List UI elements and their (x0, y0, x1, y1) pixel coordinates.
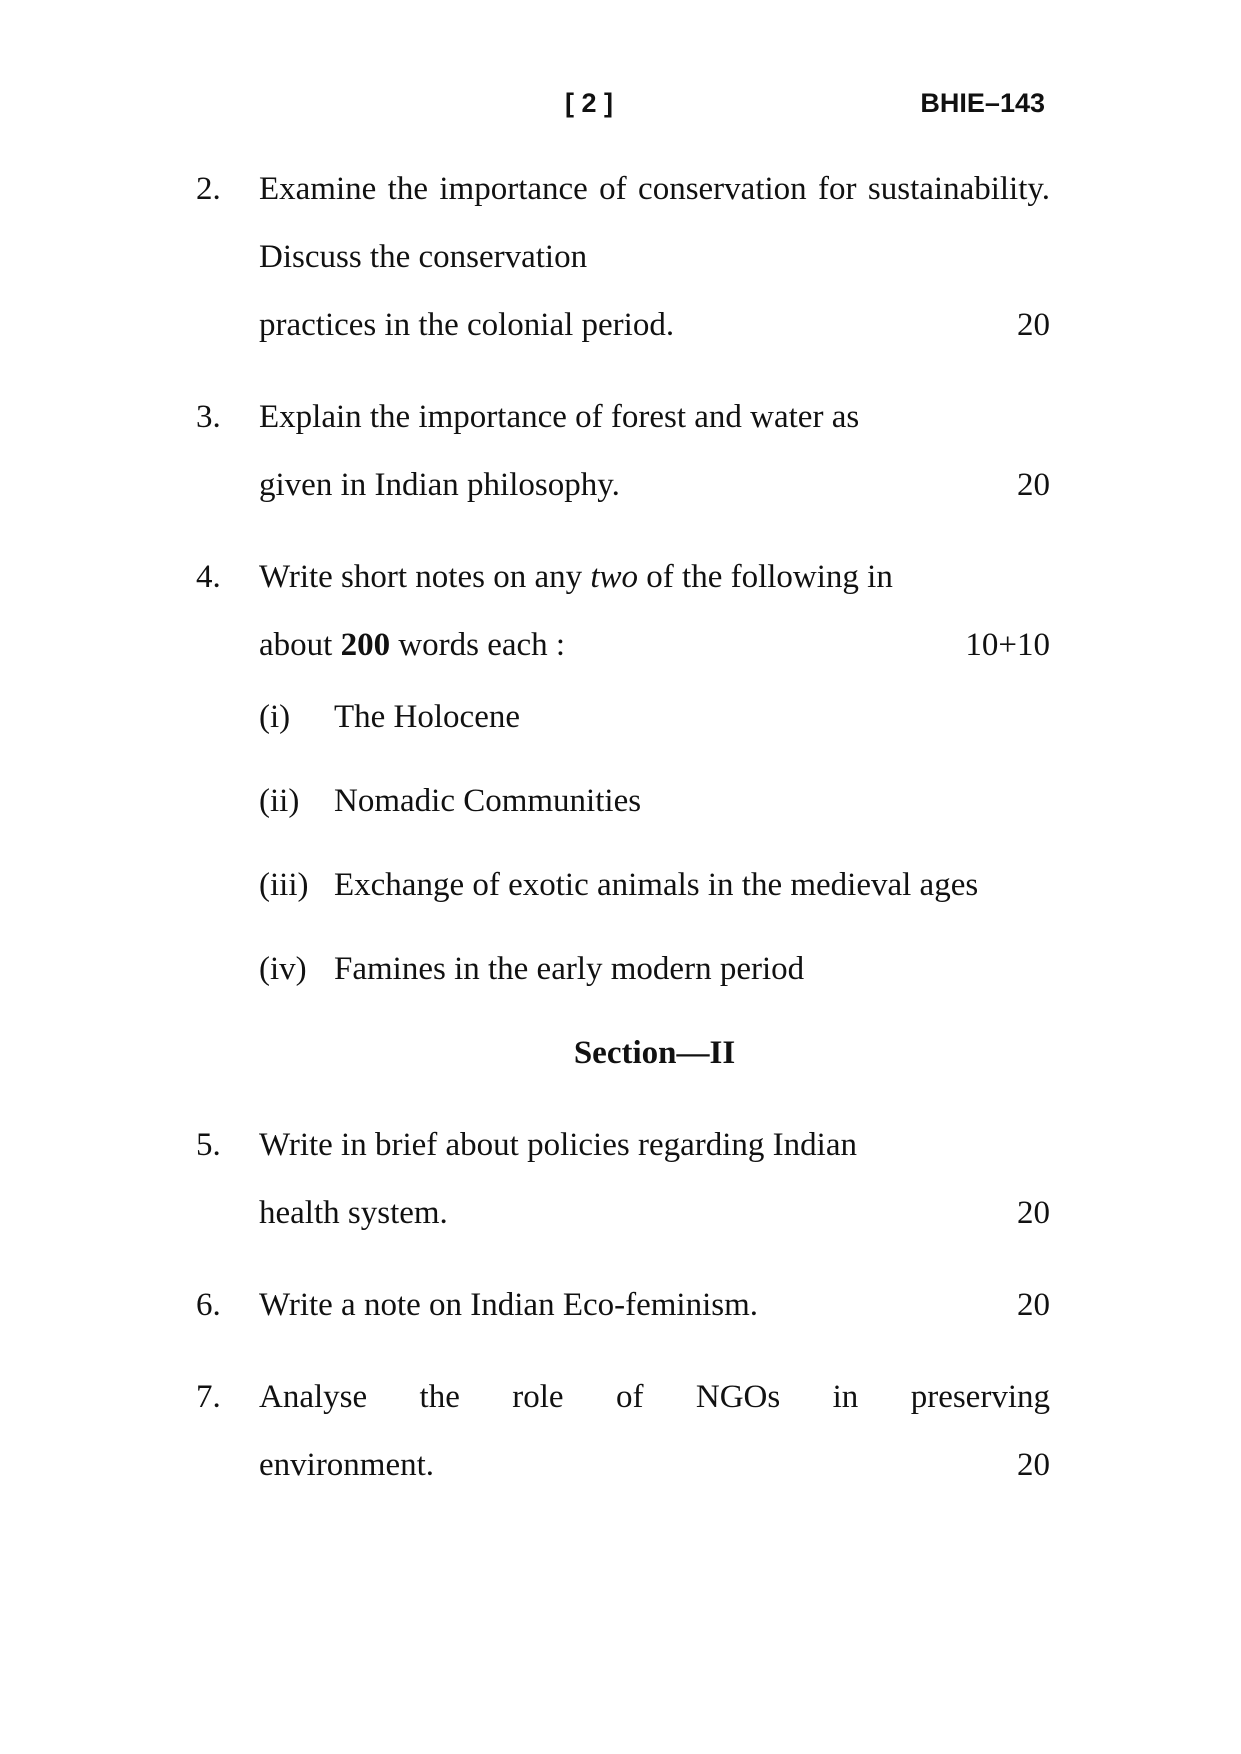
subpart-text: Famines in the early modern period (334, 951, 805, 987)
question-marks: 20 (1017, 467, 1050, 503)
question-last-text: environment. (259, 1447, 435, 1483)
question-text-part: words each : (390, 627, 566, 663)
subpart-text: The Holocene (334, 699, 520, 735)
subpart-text: Exchange of exotic animals in the medieval ages (334, 867, 979, 903)
question-6 (196, 1271, 1050, 1339)
question-marks: 20 (1017, 307, 1050, 343)
section-title: Section—II (573, 1035, 736, 1071)
question-number: 5. (196, 1127, 221, 1163)
question-first-line (259, 543, 1050, 611)
question-3 (196, 383, 1050, 519)
subpart-item (259, 935, 1050, 1003)
question-5 (196, 1111, 1050, 1247)
page-header (0, 88, 1241, 128)
question-marks: 20 (1017, 1447, 1050, 1483)
question-last-line (259, 1271, 1050, 1339)
question-text (259, 1111, 1050, 1247)
question-last-line (259, 1431, 1050, 1499)
question-last-text: Write a note on Indian Eco-feminism. (259, 1287, 759, 1323)
subpart-item (259, 767, 1050, 835)
question-marks: 10+10 (965, 627, 1050, 663)
question-last-line (259, 291, 1050, 359)
question-last-line (259, 451, 1050, 519)
question-bold-word: 200 (340, 627, 391, 663)
question-2 (196, 155, 1050, 359)
question-number: 4. (196, 559, 221, 595)
question-text-part: about (259, 627, 341, 663)
question-text (259, 383, 1050, 519)
subpart-label: (iii) (259, 867, 309, 903)
question-text (259, 155, 1050, 359)
question-4 (196, 543, 1050, 679)
question-italic-word: two (590, 559, 639, 595)
question-marks: 20 (1017, 1195, 1050, 1231)
question-text-part: Write short notes on any (259, 559, 591, 595)
question-paper-body (196, 155, 1050, 1499)
question-last-line (259, 611, 1050, 679)
subpart-item (259, 851, 1050, 919)
question-number: 6. (196, 1287, 221, 1323)
question-number: 2. (196, 171, 221, 207)
question-number: 3. (196, 399, 221, 435)
question-body: Analyse the role of NGOs in preserving (259, 1379, 1050, 1415)
subpart-label: (ii) (259, 783, 300, 819)
subpart-label: (iv) (259, 951, 307, 987)
question-body: Examine the importance of conservation for sustainability. Discuss the conservation (259, 171, 1050, 275)
question-last-text (259, 611, 565, 679)
question-text (259, 543, 1050, 679)
question-last-text: given in Indian philosophy. (259, 467, 620, 503)
question-body: Explain the importance of forest and water as (259, 399, 860, 435)
question-last-text: health system. (259, 1195, 448, 1231)
question-last-line (259, 1179, 1050, 1247)
question-text (259, 1363, 1050, 1499)
question-text-part: of the following in (638, 559, 893, 595)
question-7 (196, 1363, 1050, 1499)
question-body: Write in brief about policies regarding Indian (259, 1127, 857, 1163)
subpart-text: Nomadic Communities (334, 783, 642, 819)
question-text (259, 1271, 1050, 1339)
paper-code: BHIE–143 (920, 88, 1045, 118)
question-last-text: practices in the colonial period. (259, 307, 675, 343)
question-number: 7. (196, 1379, 221, 1415)
page-number: [ 2 ] (565, 88, 614, 118)
subpart-item (259, 683, 1050, 751)
subpart-list (196, 683, 1050, 1003)
question-marks: 20 (1017, 1287, 1050, 1323)
subpart-label: (i) (259, 699, 291, 735)
